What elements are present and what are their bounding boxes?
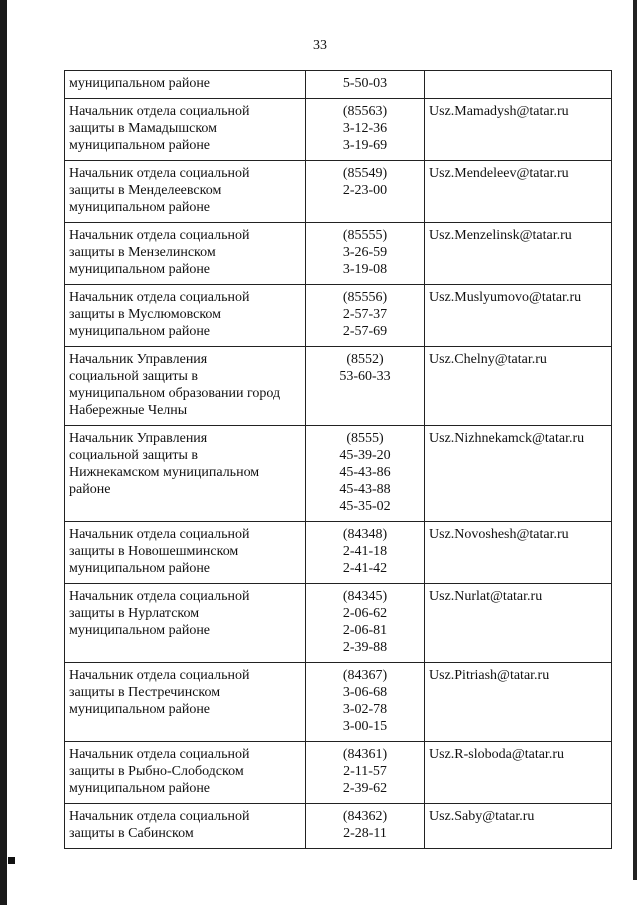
- phone-cell: [306, 584, 425, 663]
- phone-number: 3-26-59: [342, 245, 388, 260]
- email-cell: [425, 347, 612, 426]
- position-title-line: муниципальном районе: [69, 138, 211, 153]
- phone-number: (85549): [342, 166, 388, 181]
- phone-number: (85563): [342, 104, 388, 119]
- position-title-line: защиты в Сабинском: [69, 826, 194, 841]
- table-row: [65, 663, 612, 742]
- position-title-line: защиты в Мензелинском: [69, 245, 216, 260]
- phone-number: 2-06-62: [342, 606, 388, 621]
- email-cell: [425, 663, 612, 742]
- position-title-line: Начальник отдела социальной: [69, 747, 250, 762]
- position-title-line: социальной защиты в: [69, 369, 199, 384]
- position-title-line: муниципальном районе: [69, 76, 211, 91]
- phone-number: (84345): [342, 589, 388, 604]
- position-title-cell: [65, 742, 306, 804]
- email-cell: [425, 584, 612, 663]
- position-title-line: муниципальном районе: [69, 781, 211, 796]
- position-title-cell: [65, 804, 306, 849]
- position-title-line: районе: [69, 482, 111, 497]
- position-title-line: муниципальном районе: [69, 262, 211, 277]
- email-address[interactable]: Usz.Mendeleev@tatar.ru: [429, 166, 569, 181]
- email-cell: [425, 99, 612, 161]
- position-title-cell: [65, 347, 306, 426]
- position-title-line: Начальник отдела социальной: [69, 228, 250, 243]
- position-title-line: защиты в Нурлатском: [69, 606, 200, 621]
- scan-edge-left: [0, 0, 7, 905]
- phone-number: (84361): [342, 747, 388, 762]
- contacts-table: [64, 70, 612, 849]
- table-row: [65, 522, 612, 584]
- phone-cell: [306, 804, 425, 849]
- table-row: [65, 426, 612, 522]
- phone-number: (8555): [346, 431, 384, 446]
- position-title-line: защиты в Менделеевском: [69, 183, 222, 198]
- table-row: [65, 347, 612, 426]
- phone-cell: [306, 223, 425, 285]
- phone-number: 45-39-20: [339, 448, 391, 463]
- scan-mark: [8, 857, 15, 864]
- phone-number: (85555): [342, 228, 388, 243]
- phone-number: 5-50-03: [342, 76, 388, 91]
- scan-edge-right: [633, 0, 637, 880]
- position-title-line: муниципальном районе: [69, 324, 211, 339]
- position-title-line: защиты в Пестречинском: [69, 685, 221, 700]
- position-title-line: Нижнекамском муниципальном: [69, 465, 260, 480]
- phone-number: 3-00-15: [342, 719, 388, 734]
- table-row: [65, 804, 612, 849]
- email-cell: [425, 71, 612, 99]
- position-title-cell: [65, 584, 306, 663]
- position-title-line: защиты в Муслюмовском: [69, 307, 222, 322]
- phone-number: 3-12-36: [342, 121, 388, 136]
- position-title-line: защиты в Новошешминском: [69, 544, 239, 559]
- email-address[interactable]: Usz.Pitriash@tatar.ru: [429, 668, 550, 683]
- phone-number: (84367): [342, 668, 388, 683]
- phone-number: 2-57-37: [342, 307, 388, 322]
- table-row: [65, 161, 612, 223]
- position-title-line: Начальник отдела социальной: [69, 668, 250, 683]
- email-address[interactable]: Usz.Menzelinsk@tatar.ru: [429, 228, 572, 243]
- phone-number: 45-43-86: [339, 465, 391, 480]
- phone-number: 45-43-88: [339, 482, 391, 497]
- position-title-line: муниципальном районе: [69, 561, 211, 576]
- table-row: [65, 285, 612, 347]
- email-cell: [425, 161, 612, 223]
- table-row: [65, 99, 612, 161]
- phone-cell: [306, 161, 425, 223]
- email-cell: [425, 742, 612, 804]
- phone-cell: [306, 71, 425, 99]
- position-title-line: Начальник Управления: [69, 352, 208, 367]
- phone-cell: [306, 99, 425, 161]
- phone-number: (84362): [342, 809, 388, 824]
- position-title-cell: [65, 71, 306, 99]
- email-address[interactable]: Usz.Novoshesh@tatar.ru: [429, 527, 569, 542]
- phone-number: 3-02-78: [342, 702, 388, 717]
- phone-number: 2-39-88: [342, 640, 388, 655]
- phone-cell: [306, 663, 425, 742]
- position-title-line: Начальник отдела социальной: [69, 166, 250, 181]
- phone-cell: [306, 522, 425, 584]
- position-title-cell: [65, 99, 306, 161]
- table-row: [65, 742, 612, 804]
- phone-number: 3-06-68: [342, 685, 388, 700]
- email-cell: [425, 804, 612, 849]
- phone-number: 2-39-62: [342, 781, 388, 796]
- position-title-line: защиты в Мамадышском: [69, 121, 217, 136]
- phone-number: 2-41-18: [342, 544, 388, 559]
- phone-cell: [306, 742, 425, 804]
- position-title-cell: [65, 223, 306, 285]
- phone-cell: [306, 426, 425, 522]
- table-row: [65, 584, 612, 663]
- email-cell: [425, 426, 612, 522]
- position-title-line: муниципальном образовании город: [69, 386, 281, 401]
- email-cell: [425, 285, 612, 347]
- position-title-cell: [65, 285, 306, 347]
- position-title-cell: [65, 161, 306, 223]
- phone-number: 3-19-69: [342, 138, 388, 153]
- position-title-line: защиты в Рыбно-Слободском: [69, 764, 244, 779]
- position-title-cell: [65, 663, 306, 742]
- position-title-line: муниципальном районе: [69, 623, 211, 638]
- phone-number: 3-19-08: [342, 262, 388, 277]
- email-address[interactable]: Usz.Nurlat@tatar.ru: [429, 589, 543, 604]
- position-title-line: Начальник отдела социальной: [69, 290, 250, 305]
- position-title-line: Начальник отдела социальной: [69, 589, 250, 604]
- phone-number: 2-41-42: [342, 561, 388, 576]
- position-title-line: социальной защиты в: [69, 448, 199, 463]
- phone-number: 45-35-02: [339, 499, 391, 514]
- position-title-cell: [65, 522, 306, 584]
- table-row: [65, 71, 612, 99]
- position-title-line: муниципальном районе: [69, 200, 211, 215]
- phone-number: 2-57-69: [342, 324, 388, 339]
- phone-number: (84348): [342, 527, 388, 542]
- phone-number: 2-06-81: [342, 623, 388, 638]
- phone-number: (8552): [346, 352, 384, 367]
- table-row: [65, 223, 612, 285]
- email-address[interactable]: Usz.Mamadysh@tatar.ru: [429, 104, 569, 119]
- phone-cell: [306, 285, 425, 347]
- email-address[interactable]: Usz.Chelny@tatar.ru: [429, 352, 547, 367]
- phone-number: 2-23-00: [342, 183, 388, 198]
- email-cell: [425, 522, 612, 584]
- position-title-line: Начальник отдела социальной: [69, 809, 250, 824]
- phone-number: 53-60-33: [339, 369, 391, 384]
- contacts-table-body: [65, 71, 612, 849]
- position-title-cell: [65, 426, 306, 522]
- phone-number: 2-28-11: [343, 826, 387, 841]
- phone-number: 2-11-57: [343, 764, 387, 779]
- email-address[interactable]: Usz.R-sloboda@tatar.ru: [429, 747, 564, 762]
- email-cell: [425, 223, 612, 285]
- email-address[interactable]: Usz.Muslyumovo@tatar.ru: [429, 290, 582, 305]
- email-address[interactable]: Usz.Saby@tatar.ru: [429, 809, 535, 824]
- phone-cell: [306, 347, 425, 426]
- phone-number: (85556): [342, 290, 388, 305]
- position-title-line: муниципальном районе: [69, 702, 211, 717]
- email-address[interactable]: Usz.Nizhnekamck@tatar.ru: [429, 431, 585, 446]
- page-number: 33: [313, 38, 327, 53]
- position-title-line: Набережные Челны: [69, 403, 188, 418]
- position-title-line: Начальник отдела социальной: [69, 104, 250, 119]
- position-title-line: Начальник отдела социальной: [69, 527, 250, 542]
- position-title-line: Начальник Управления: [69, 431, 208, 446]
